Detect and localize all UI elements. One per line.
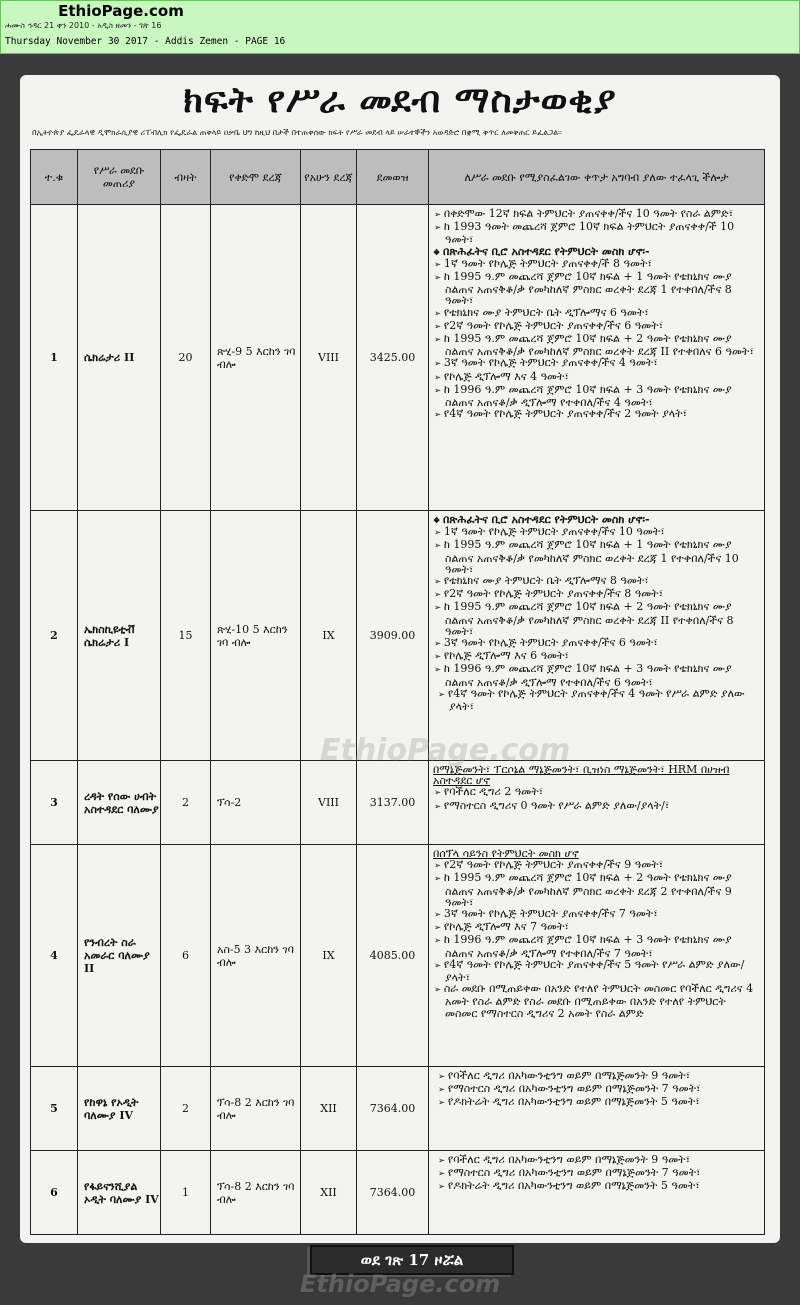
header-requirements: ለሥራ መደቡ የሚያስፈልገው ቀጥታ አግባብ ያለው ተፈላጊ ችሎታ [429,150,765,205]
requirement-item: ➢ 3ኛ ዓመት የኮሌጅ ትምህርት ያጠናቀቀ/ችና 4 ዓመት፣ [433,357,760,370]
newspaper-page [20,75,780,1269]
requirement-item: ➢ የቴክኒክና ሙያ ትምህርት ቤት ዲፕሎማና 6 ዓመት፣ [433,307,760,320]
quantity: 1 [161,1151,211,1235]
quantity: 6 [161,845,211,1067]
previous-grade: ፕሳ-8 2 እርከን ገባ ብሎ [211,1067,301,1151]
notice-title: ክፍት የሥራ መደብ ማስታወቂያ [183,79,617,121]
previous-grade: ጽሂ-9 5 እርከን ገባ ብሎ [211,205,301,511]
requirement-item: ➢ ከ 1996 ዓ.ም መጨረሻ ጀምሮ 10ኛ ክፍል + 3 ዓመት የቴክኒክና ሙያ ስልጠና አጠናቆ/ቃ ዲፕሎማ የተቀበለ/ችና 6 ዓመት፣ [433,663,760,687]
requirement-item: ➢ የ4ኛ ዓመት የኮሌጅ ትምህርት ያጠናቀቀ/ችና 5 ዓመት የሥራ ልምድ ያለው/ያላት፣ [433,959,760,983]
requirement-item: በማኔጅመንት፣ ፐርሶኔል ማኔጅመንት፣ ቢዝነስ ማኔጅመንት፣ HRM በሀዝብ አስተዳደር ሆኖ [433,763,730,788]
job-title: ረዳት የሰው ሀብት አስተዳደር ባለሙያ [78,761,161,845]
site-name: EthioPage.com [58,2,184,20]
job-title: የከዋኔ የኦዲት ባለሙያ IV [78,1067,161,1151]
previous-grade: ፕሳ-2 [211,761,301,845]
requirement-item: ➢ ከ 1993 ዓመት መጨረሻ ጀምሮ 10ኛ ክፍል ትምህርት ያጠናቀቀ/ች 10 ዓመት፣ [433,221,760,245]
requirement-item: በሰፕላ ሳይንስ የትምህርት መስክ ሆኖ [433,847,579,860]
current-level: IX [301,511,357,761]
requirement-item: ➢ 1ኛ ዓመት የኮሌጅ ትምህርት ያጠናቀቀ/ች 8 ዓመት፣ [433,258,760,271]
table-row [31,511,765,761]
row-number: 1 [31,205,78,511]
requirement-item: ➢ 3ኛ ዓመት የኮሌጅ ትምህርት ያጠናቀቀ/ችና 7 ዓመት፣ [433,908,760,921]
job-title: ኤክስኪዩቲቭ ሴክሬታሪ I [78,511,161,761]
requirement-item: ➢ ከ 1995 ዓ.ም መጨረሻ ጀምሮ 10ኛ ክፍል + 2 ዓመት የቴክኒክና ሙያ ስልጠና አጠናቅቆ/ቃ የመካከለኛ ምስክር ወረቀት ደረጃ II የተቀበለ/ችና 8 ዓመት፣ [433,601,760,637]
requirement-item: ➢ የማስተርስ ዲግሪ በአካውንቲንግ ወይም በማኔጅመንት 7 ዓመት፣ [433,1083,760,1096]
header-salary: ደመወዝ [357,150,429,205]
job-title: የፋይናንሺያል ኦዲት ባለሙያ IV [78,1151,161,1235]
current-level: XII [301,1067,357,1151]
quantity: 2 [161,1067,211,1151]
requirement-item: ➢ የ2ኛ ዓመት የኮሌጅ ትምህርት ያጠናቀቀ/ችና 8 ዓመት፣ [433,588,760,601]
requirement-item: ➢ የ2ኛ ዓመት የኮሌጅ ትምህርት ያጠናቀቀ/ችና 9 ዓመት፣ [433,859,760,872]
quantity: 20 [161,205,211,511]
requirement-item: ➢ የ4ኛ ዓመት የኮሌጅ ትምህርት ያጠናቀቀ/ችና 4 ዓመት የሥራ ልምድ ያለው ያላት፣ [433,688,760,712]
row-number: 6 [31,1151,78,1235]
table-row [31,761,765,845]
salary: 3909.00 [357,511,429,761]
requirement-item: ➢ የባችለር ዲግሪ በአካውንቲንግ ወይም በማኔጅመንት 9 ዓመት፣ [433,1154,760,1167]
requirements [429,761,765,845]
current-level: XII [301,1151,357,1235]
row-number: 5 [31,1067,78,1151]
quantity: 15 [161,511,211,761]
requirements [429,1151,765,1235]
vacancy-table [30,149,765,1235]
header-qty: ብዛት [161,150,211,205]
requirement-item: ➢ በቀድሞው 12ኛ ክፍል ትምህርት ያጠናቀቀ/ችና 10 ዓመት የስራ ልምድ፣ [433,208,760,221]
requirement-item: ➢ 3ኛ ዓመት የኮሌጅ ትምህርት ያጠናቀቀ/ችና 6 ዓመት፣ [433,637,760,650]
requirement-item: ➢ የዶክትሬት ዲግሪ በአካውንቲንግ ወይም በማኔጅመንት 5 ዓመት፣ [433,1096,760,1109]
quantity: 2 [161,761,211,845]
table-header-row [31,150,765,205]
requirement-item: ➢ የ4ኛ ዓመት የኮሌጅ ትምህርት ያጠናቀቀ/ችና 2 ዓመት ያላት፣ [433,408,760,421]
requirement-item: ➢ ከ 1995 ዓ.ም መጨረሻ ጀምሮ 10ኛ ክፍል + 2 ዓመት የቴክኒክና ሙያ ስልጠና አጠናቅቆ/ቃ የመካከለኛ ምስክር ወረቀት ደረጃ 2 የተቀበለ/ችና 9 ዓመት፣ [433,872,760,908]
row-number: 4 [31,845,78,1067]
requirements [429,205,765,511]
header-title: የሥራ መደቡ መጠሪያ [78,150,161,205]
requirements [429,1067,765,1151]
requirement-item: ➢ የማስተርስ ዲግሪ በአካውንቲንግ ወይም በማኔጅመንት 7 ዓመት፣ [433,1167,760,1180]
job-title: ሴክሬታሪ II [78,205,161,511]
requirement-item: ➢ ከ 1996 ዓ.ም መጨረሻ ጀምሮ 10ኛ ክፍል + 3 ዓመት የቴክኒክና ሙያ ስልጠና አጠናቆ/ቃ ዲፕሎማ የተቀበለ/ችና 4 ዓመት፣ [433,384,760,408]
table-row [31,1067,765,1151]
requirement-item: ➢ የባችለር ዲግሪ በአካውንቲንግ ወይም በማኔጅመንት 9 ዓመት፣ [433,1070,760,1083]
salary: 4085.00 [357,845,429,1067]
requirement-item: ➢ ከ 1996 ዓ.ም መጨረሻ ጀምሮ 10ኛ ክፍል + 3 ዓመት የቴክኒክና ሙያ ስልጠና አጠናቆ/ቃ ዲፕሎማ የተቀበለ/ችና 7 ዓመት፣ [433,934,760,958]
requirements [429,511,765,761]
requirements [429,845,765,1067]
previous-grade: ጽሂ-10 5 እርከን ገባ ብሎ [211,511,301,761]
amharic-date-line: ሐሙስ ኅዳር 21 ቀን 2010 - አዲስ ዘመን - ገጽ 16 [5,21,162,30]
requirement-item: ➢ ስራ መደቡ በሚጠይቀው በአንድ የተለየ ትምህርት መስመር የባችለር ዲግሪና 4 አመት የስራ ልምድ የስራ መደቡ በሚጠይቀው በአንድ የተለየ ትምህርት መስመር የማስተርስ ዲግሪና 2 አመት የስራ ልምድ [433,983,760,1019]
requirement-item: ➢ ከ 1995 ዓ.ም መጨረሻ ጀምሮ 10ኛ ክፍል + 1 ዓመት የቴክኒክና ሙያ ስልጠና አጠናቅቆ/ቃ የመካከለኛ ምስክር ወረቀት ደረጃ 1 የተቀበለ/ችና 8 ዓመት፣ [433,271,760,307]
previous-grade: አስ-5 3 እርከን ገባ ብሎ [211,845,301,1067]
requirement-item: ➢ የቴክኒክና ሙያ ትምህርት ቤት ዲፕሎማና 8 ዓመት፣ [433,575,760,588]
header-no: ተ.ቁ [31,150,78,205]
salary: 3137.00 [357,761,429,845]
notice-subtitle: በኢትዮጵያ ፌዴራላዊ ዲሞክራሲያዊ ሪፐብሊክ የፌዴራል ጠቅላይ ዐቃቤ ህግ ከዚህ በታች በተጠቀሰው ክፍት የሥራ መደብ ላይ ሠራተኞችን አወዳድሮ በቋሚ ቅጥር ለመቅጠር ይፈልጋል፡፡ [32,128,562,137]
table-row [31,845,765,1067]
requirement-item: ➢ የማስተርስ ዲግሪና 0 ዓመት የሥራ ልምድ ያለው/ያላት/፣ [433,800,760,813]
job-title: የንብረት ስራ አመራር ባለሙያ II [78,845,161,1067]
header-level: የአሁን ደረጃ [301,150,357,205]
requirement-item: ➢ የባችለር ዲግሪ 2 ዓመት፣ [433,786,760,799]
current-level: VIII [301,205,357,511]
requirement-item: ➢ የኮሌጅ ዲፕሎማ እና 7 ዓመት፣ [433,921,760,934]
requirement-item: ➢ የኮሌጅ ዲፕሎማ እና 4 ዓመት፣ [433,371,760,384]
current-level: IX [301,845,357,1067]
current-level: VIII [301,761,357,845]
row-number: 2 [31,511,78,761]
salary: 7364.00 [357,1151,429,1235]
continue-to-page-banner: ወደ ገጽ 17 ዞሯል [310,1245,514,1275]
requirement-item: ❖ በጽሕፈትና ቢሮ አስተዳደር የትምህርት መስክ ሆኖ፡- [433,246,760,258]
header-grade: የቀድሞ ደረጃ [211,150,301,205]
requirement-item: ❖ በጽሕፈትና ቢሮ አስተዳደር የትምህርት መስክ ሆኖ፡- [433,514,760,526]
table-row [31,205,765,511]
requirement-item: ➢ ከ 1995 ዓ.ም መጨረሻ ጀምሮ 10ኛ ክፍል + 2 ዓመት የቴክኒክና ሙያ ስልጠና አጠናቅቆ/ቃ የመካከለኛ ምስክር ወረቀት ደረጃ II የተቀበለና 6 ዓመት፣ [433,333,760,357]
row-number: 3 [31,761,78,845]
watermark: EthioPage.com [320,733,571,768]
table-row [31,1151,765,1235]
english-date-line: Thursday November 30 2017 - Addis Zemen - PAGE 16 [5,36,286,47]
requirement-item: ➢ 1ኛ ዓመት የኮሌጅ ትምህርት ያጠናቀቀ/ችና 10 ዓመት፣ [433,526,760,539]
requirement-item: ➢ ከ 1995 ዓ.ም መጨረሻ ጀምሮ 10ኛ ክፍል + 1 ዓመት የቴክኒክና ሙያ ስልጠና አጠናቅቆ/ቃ የመካከለኛ ምስክር ወረቀት ደረጃ 1 የተቀበለ/ችና 10 ዓመት፣ [433,539,760,575]
previous-grade: ፕሳ-8 2 እርከን ገባ ብሎ [211,1151,301,1235]
requirement-item: ➢ የ2ኛ ዓመት የኮሌጅ ትምህርት ያጠናቀቀ/ችና 6 ዓመት፣ [433,320,760,333]
site-banner [0,0,800,54]
salary: 3425.00 [357,205,429,511]
salary: 7364.00 [357,1067,429,1151]
requirement-item: ➢ የኮሌጅ ዲፕሎማ እና 6 ዓመት፣ [433,650,760,663]
watermark-bottom: EthioPage.com [300,1270,501,1298]
requirement-item: ➢ የዶክትሬት ዲግሪ በአካውንቲንግ ወይም በማኔጅመንት 5 ዓመት፣ [433,1180,760,1193]
